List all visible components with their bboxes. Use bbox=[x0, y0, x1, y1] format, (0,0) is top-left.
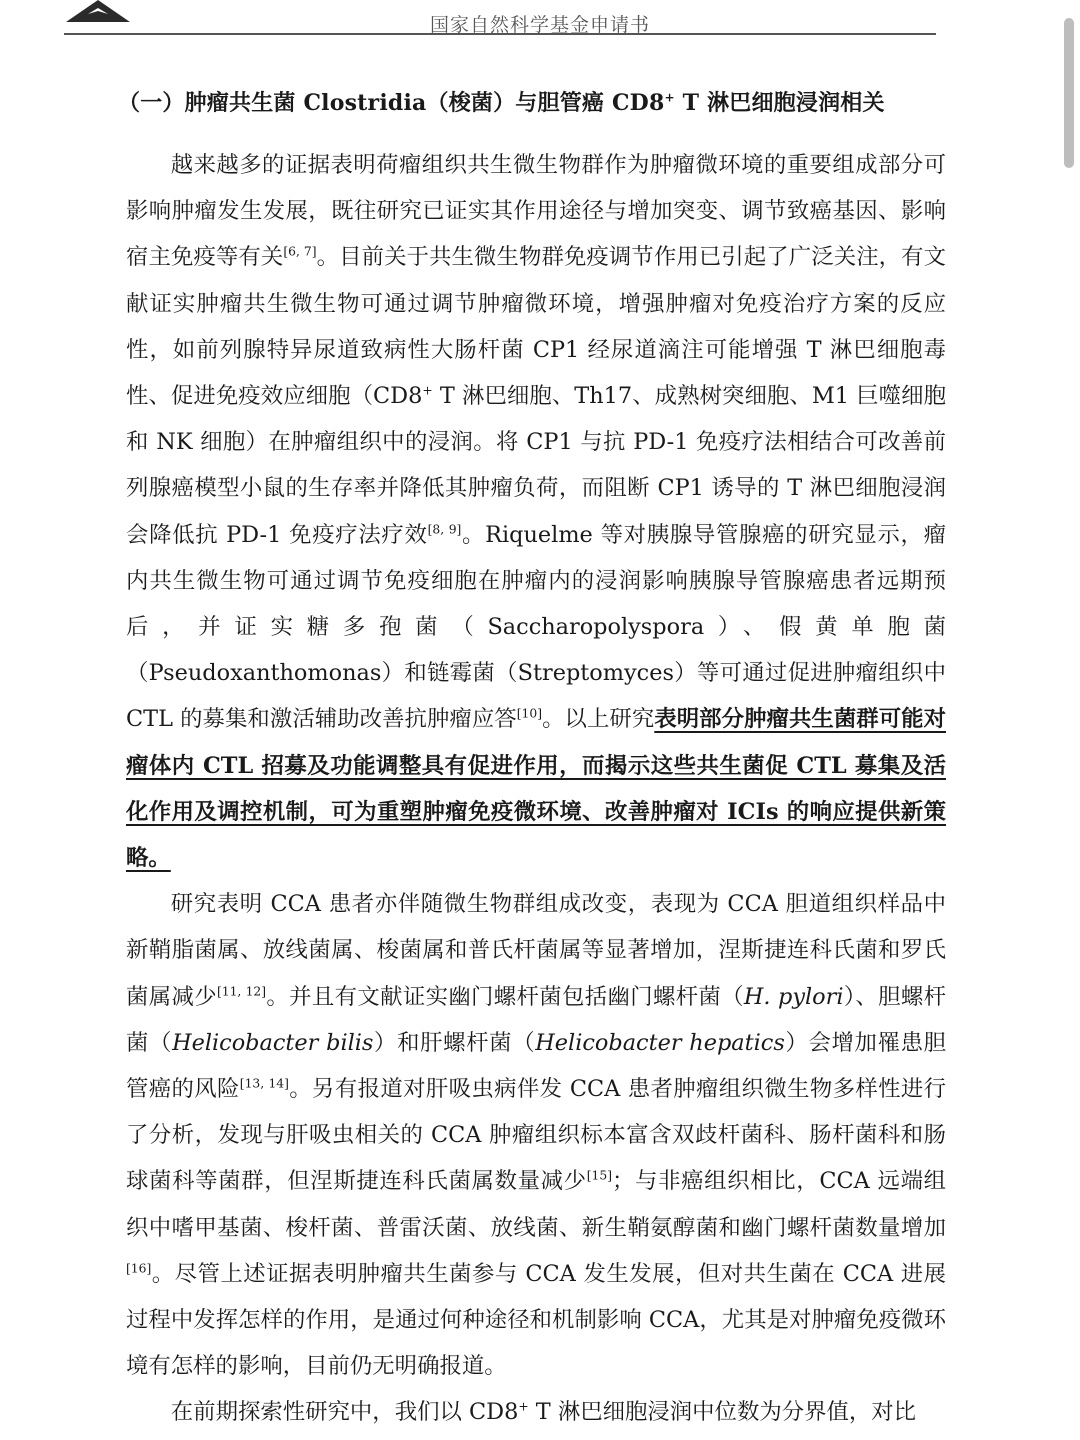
scrollbar-thumb[interactable] bbox=[1064, 18, 1074, 168]
header-divider bbox=[64, 33, 936, 35]
citation: [13, 14] bbox=[239, 1076, 289, 1091]
citation: [10] bbox=[516, 706, 543, 721]
paragraph-2: 研究表明 CCA 患者亦伴随微生物群组成改变，表现为 CCA 胆道组织样品中新鞘脂菌属、放线菌属、梭菌属和普氏杆菌属等显著增加，涅斯捷连科氏菌和罗氏菌属减少[11, 12]。并且有文献证实幽门螺杆菌包括幽门螺杆菌（H. pylori）、胆螺杆菌（Helicobacter bilis）和肝螺杆菌（Helicobacter hepatics）会增加罹患胆管癌的风险[13, 14]。另有报道对肝吸虫病伴发 CCA 患者肿瘤组织微生物多样性进行了分析，发现与肝吸虫相关的 CCA 肿瘤组织标本富含双歧杆菌科、肠杆菌科和肠球菌科等菌群，但涅斯捷连科氏菌属数量减少[15]；与非癌组织相比，CCA 远端组织中嗜甲基菌、梭杆菌、普雷沃菌、放线菌、新生鞘氨醇菌和幽门螺杆菌数量增加[16]。尽管上述证据表明肿瘤共生菌参与 CCA 发生发展，但对共生菌在 CCA 进展过程中发挥怎样的作用，是通过何种途径和机制影响 CCA，尤其是对肿瘤免疫微环境有怎样的影响，目前仍无明确报道。 bbox=[126, 891, 947, 1380]
citation: [8, 9] bbox=[427, 522, 462, 537]
species-name: Helicobacter hepatics bbox=[535, 1029, 785, 1056]
citation: [16] bbox=[126, 1261, 152, 1276]
section-title: （一）肿瘤共生菌 Clostridia（梭菌）与胆管癌 CD8+ T 淋巴细胞浸润相关 bbox=[118, 90, 885, 116]
paragraph-1: 越来越多的证据表明荷瘤组织共生微生物群作为肿瘤微环境的重要组成部分可影响肿瘤发生发展，既往研究已证实其作用途径与增加突变、调节致癌基因、影响宿主免疫等有关[6, 7]。目前关于共生微生物群免疫调节作用已引起了广泛关注，有文献证实肿瘤共生微生物可通过调节肿瘤微环境，增强肿瘤对免疫治疗方案的反应性，如前列腺特异尿道致病性大肠杆菌 CP1 经尿道滴注可能增强 T 淋巴细胞毒性、促进免疫效应细胞（CD8+ T 淋巴细胞、Th17、成熟树突细胞、M1 巨噬细胞和 NK 细胞）在肿瘤组织中的浸润。将 CP1 与抗 PD-1 免疫疗法相结合可改善前列腺癌模型小鼠的生存率并降低其肿瘤负荷，而阻断 CP1 诱导的 T 淋巴细胞浸润会降低抗 PD-1 免疫疗法疗效[8, 9]。Riquelme 等对胰腺导管腺癌的研究显示，瘤内共生微生物可通过调节免疫细胞在肿瘤内的浸润影响胰腺导管腺癌患者远期预后，并证实糖多孢菌（Saccharopolyspora）、假黄单胞菌（Pseudoxanthomonas）和链霉菌（Streptomyces）等可通过促进肿瘤组织中 CTL 的募集和激活辅助改善抗肿瘤应答[10]。以上研究表明部分肿瘤共生菌群可能对瘤体内 CTL 招募及功能调整具有促进作用，而揭示这些共生菌促 CTL 募集及活化作用及调控机制，可为重塑肿瘤免疫微环境、改善肿瘤对 ICIs 的响应提供新策略。 bbox=[126, 152, 947, 872]
citation: [11, 12] bbox=[216, 984, 267, 999]
document-body bbox=[118, 86, 947, 1436]
species-name: H. pylori bbox=[743, 983, 844, 1010]
citation: [6, 7] bbox=[283, 244, 317, 259]
paragraph-3: 在前期探索性研究中，我们以 CD8+ T 淋巴细胞浸润中位数为分界值，对比 bbox=[170, 1399, 917, 1426]
citation: [15] bbox=[586, 1169, 613, 1183]
species-name: Helicobacter bilis bbox=[172, 1029, 374, 1056]
emphasized-conclusion: 表明部分肿瘤共生菌群可能对瘤体内 CTL 招募及功能调整具有促进作用，而揭示这些共生菌促 CTL 募集及活化作用及调控机制，可为重塑肿瘤免疫微环境、改善肿瘤对 ICIs 的响应提供新策略。 bbox=[126, 706, 946, 872]
header-title: 国家自然科学基金申请书 bbox=[429, 14, 650, 36]
